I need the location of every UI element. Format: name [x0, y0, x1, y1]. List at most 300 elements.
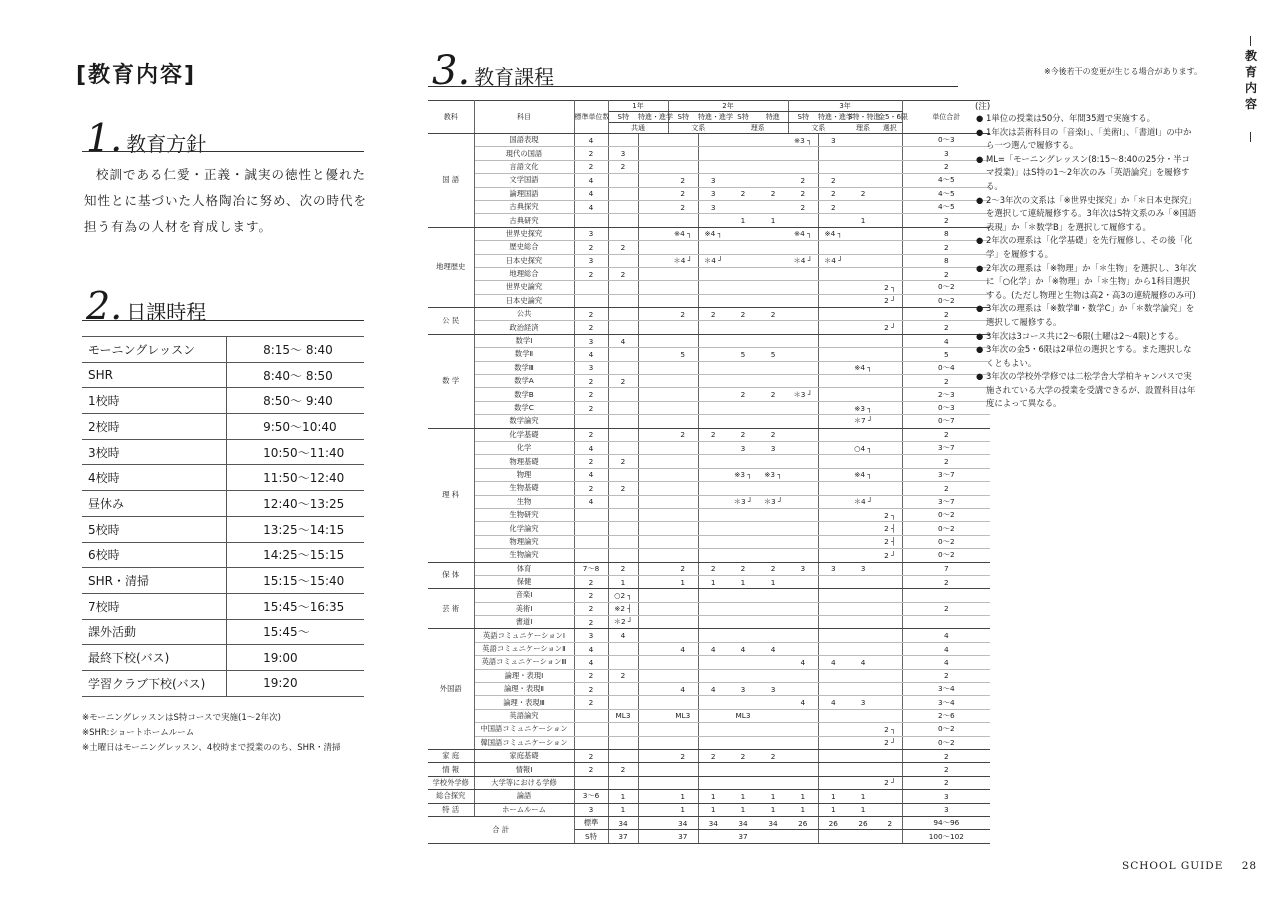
schedule-time: 19:20 — [227, 670, 364, 696]
units-cell — [848, 200, 878, 213]
standard-units-cell: 3 — [574, 334, 608, 347]
curriculum-note: ※今後若干の変更が生じる場合があります。 — [1043, 67, 1202, 76]
units-cell: 1 — [608, 575, 638, 588]
standard-units-cell: 2 — [574, 267, 608, 280]
total-cell: 2 — [902, 749, 990, 762]
schedule-note: ※モーニングレッスンはS特コースで実施(1～2年次) — [82, 713, 281, 723]
units-cell — [848, 508, 878, 521]
subject-cell: 生物基礎 — [474, 482, 574, 495]
units-cell: 3 — [608, 147, 638, 160]
units-cell: 2 — [668, 187, 698, 200]
units-cell — [818, 482, 848, 495]
standard-units-cell: 2 — [574, 160, 608, 173]
total-cell: 0～2 — [902, 723, 990, 736]
units-cell — [698, 401, 728, 414]
units-cell: ＊4 ┘ — [818, 254, 848, 267]
subject-cell: 物理論究 — [474, 535, 574, 548]
units-cell — [788, 683, 818, 696]
units-cell: 1 — [848, 214, 878, 227]
units-cell — [848, 830, 878, 843]
units-cell — [728, 401, 758, 414]
note-item: ● 3年次の学校外学修では二松学舎大学柏キャンパスで実施されている大学の授業を受講できるが、設置科目は年度によって異なる。 — [976, 370, 1198, 411]
units-cell — [878, 428, 902, 441]
units-cell — [608, 401, 638, 414]
units-cell — [608, 254, 638, 267]
units-cell: 1 — [728, 803, 758, 816]
units-cell — [818, 455, 848, 468]
units-cell — [758, 160, 788, 173]
units-cell — [818, 214, 848, 227]
total-cell: 2 — [902, 669, 990, 682]
schedule-heading — [86, 284, 206, 328]
units-cell — [728, 375, 758, 388]
units-cell: 2 ┘ — [878, 321, 902, 334]
units-cell — [638, 160, 668, 173]
units-cell: 1 — [758, 575, 788, 588]
units-cell: 1 — [818, 790, 848, 803]
units-cell — [698, 589, 728, 602]
header-sub: S特 — [788, 112, 818, 123]
standard-units-cell: 3 — [574, 254, 608, 267]
units-cell — [818, 428, 848, 441]
units-cell — [758, 174, 788, 187]
policy-title: 教育方針 — [126, 132, 207, 156]
units-cell — [788, 401, 818, 414]
units-cell: 1 — [728, 214, 758, 227]
units-cell: ＊3 ┘ — [728, 495, 758, 508]
units-cell: 1 — [848, 790, 878, 803]
units-cell: 3 — [728, 683, 758, 696]
subject-cell: 情報Ⅰ — [474, 763, 574, 776]
units-cell — [698, 616, 728, 629]
units-cell: 2 — [818, 187, 848, 200]
standard-units-cell: 2 — [574, 616, 608, 629]
units-cell — [698, 441, 728, 454]
header-track: 理系 — [728, 123, 788, 134]
category-cell: 理 科 — [428, 428, 474, 562]
units-cell — [878, 803, 902, 816]
units-cell — [878, 388, 902, 401]
units-cell — [608, 348, 638, 361]
units-cell — [758, 200, 788, 213]
units-cell — [878, 468, 902, 481]
units-cell — [878, 562, 902, 575]
units-cell — [878, 241, 902, 254]
units-cell — [668, 214, 698, 227]
category-cell: 学校外学修 — [428, 776, 474, 789]
units-cell — [638, 200, 668, 213]
header-sub: S特・特進 — [848, 113, 881, 121]
units-cell: 1 — [728, 575, 758, 588]
units-cell — [878, 375, 902, 388]
subject-cell: 現代の国語 — [474, 147, 574, 160]
standard-units-cell: 3 — [574, 227, 608, 240]
subject-cell: 化学論究 — [474, 522, 574, 535]
subject-cell: 家庭基礎 — [474, 749, 574, 762]
header-grade-1: 1年 — [608, 101, 668, 112]
units-cell — [878, 602, 902, 615]
units-cell: ※3 ┐ — [848, 401, 878, 414]
header-sub: S特 — [608, 112, 638, 123]
units-cell: 2 — [728, 428, 758, 441]
total-cell: 2～3 — [902, 388, 990, 401]
units-cell — [668, 267, 698, 280]
units-cell — [668, 602, 698, 615]
curriculum-row — [428, 174, 990, 187]
standard-units-cell — [574, 535, 608, 548]
standard-units-cell: 4 — [574, 187, 608, 200]
units-cell — [668, 134, 698, 147]
units-cell — [638, 482, 668, 495]
curriculum-row — [428, 361, 990, 374]
units-cell — [758, 589, 788, 602]
units-cell — [698, 522, 728, 535]
units-cell: 2 ┐ — [878, 281, 902, 294]
curriculum-row — [428, 415, 990, 428]
header-total: 単位合計 — [902, 101, 990, 134]
schedule-row — [82, 619, 364, 645]
header-sub: 金5・6限 — [878, 113, 908, 121]
schedule-row — [82, 542, 364, 568]
schedule-period: SHR・清掃 — [82, 568, 227, 594]
units-cell — [638, 508, 668, 521]
units-cell — [668, 549, 698, 562]
units-cell — [668, 160, 698, 173]
note-item: ● 2年次の理系は「※物理」か「＊生物」を選択し、3年次に「○化学」か「※物理」か「＊生物」から1科目選択する。(ただし物理と生物は高2・高3の連続履修のみ可) — [976, 262, 1198, 303]
units-cell — [848, 134, 878, 147]
units-cell — [878, 254, 902, 267]
units-cell — [788, 749, 818, 762]
total-cell: 0～2 — [902, 294, 990, 307]
units-cell: 34 — [758, 816, 788, 829]
subject-cell: 大学等における学修 — [474, 776, 574, 789]
curriculum-row — [428, 308, 990, 321]
units-cell: 37 — [728, 830, 758, 843]
units-cell — [608, 281, 638, 294]
units-cell — [698, 375, 728, 388]
units-cell: 34 — [698, 816, 728, 829]
units-cell — [638, 629, 668, 642]
units-cell — [668, 388, 698, 401]
units-cell — [758, 776, 788, 789]
units-cell — [698, 482, 728, 495]
units-cell — [638, 415, 668, 428]
units-cell: 3 — [698, 174, 728, 187]
units-cell — [758, 241, 788, 254]
units-cell — [788, 294, 818, 307]
total-cell: 2～6 — [902, 709, 990, 722]
units-cell — [698, 629, 728, 642]
units-cell — [608, 388, 638, 401]
units-cell — [728, 696, 758, 709]
units-cell — [788, 763, 818, 776]
schedule-time: 14:25～15:15 — [227, 542, 364, 568]
header-grade-2: 2年 — [668, 101, 788, 112]
side-label: 教育内容 — [1244, 49, 1257, 111]
subject-cell: 生物研究 — [474, 508, 574, 521]
curriculum-row — [428, 723, 990, 736]
schedule-period: 6校時 — [82, 542, 227, 568]
units-cell — [848, 281, 878, 294]
curriculum-row — [428, 455, 990, 468]
units-cell — [848, 642, 878, 655]
units-cell — [608, 441, 638, 454]
units-cell — [668, 763, 698, 776]
units-cell — [818, 629, 848, 642]
subject-cell: 数学B — [474, 388, 574, 401]
curriculum-row — [428, 669, 990, 682]
schedule-time: 8:15～ 8:40 — [227, 337, 364, 363]
standard-units-cell — [574, 723, 608, 736]
curriculum-row — [428, 495, 990, 508]
total-cell: 2 — [902, 321, 990, 334]
header-grade-3: 3年 — [788, 101, 902, 112]
units-cell — [638, 642, 668, 655]
units-cell — [608, 508, 638, 521]
total-cell: 3～4 — [902, 696, 990, 709]
units-cell — [638, 361, 668, 374]
units-cell — [878, 790, 902, 803]
header-sub: S特 — [728, 112, 758, 123]
note-item: ● 1単位の授業は50分、年間35週で実施する。 — [976, 112, 1198, 126]
header-sub: 特進・進学 — [698, 113, 733, 121]
units-cell — [878, 160, 902, 173]
note-item: ● 3年次の金5・6限は2単位の選択とする。また選択しなくともよい。 — [976, 343, 1198, 370]
standard-units-cell: 2 — [574, 321, 608, 334]
units-cell — [818, 375, 848, 388]
subject-cell: 歴史総合 — [474, 241, 574, 254]
units-cell — [788, 214, 818, 227]
total-cell: 2 — [902, 763, 990, 776]
units-cell — [698, 736, 728, 749]
total-cell: 94～96 — [902, 816, 990, 829]
units-cell — [758, 375, 788, 388]
curriculum-number: 3. — [432, 48, 471, 94]
units-cell — [818, 308, 848, 321]
units-cell — [788, 441, 818, 454]
units-cell — [848, 241, 878, 254]
units-cell — [848, 629, 878, 642]
units-cell — [758, 736, 788, 749]
curriculum-row — [428, 375, 990, 388]
units-cell — [638, 602, 668, 615]
units-cell — [818, 763, 848, 776]
standard-units-cell: 4 — [574, 441, 608, 454]
schedule-time: 8:40～ 8:50 — [227, 362, 364, 388]
schedule-period: 1校時 — [82, 388, 227, 414]
schedule-period: 2校時 — [82, 414, 227, 440]
total-cell: 3 — [902, 803, 990, 816]
units-cell — [758, 522, 788, 535]
footer — [1122, 860, 1257, 872]
units-cell: 2 — [728, 308, 758, 321]
units-cell — [638, 388, 668, 401]
schedule-row — [82, 362, 364, 388]
units-cell — [608, 468, 638, 481]
units-cell — [818, 361, 848, 374]
standard-units-cell: 2 — [574, 147, 608, 160]
units-cell — [608, 776, 638, 789]
units-cell — [878, 629, 902, 642]
units-cell — [668, 281, 698, 294]
units-cell — [848, 321, 878, 334]
schedule-note: ※土曜日はモーニングレッスン、4校時まで授業ののち、SHR・清掃 — [82, 743, 341, 753]
total-cell: 2 — [902, 776, 990, 789]
units-cell — [848, 602, 878, 615]
units-cell — [638, 468, 668, 481]
units-cell — [728, 415, 758, 428]
units-cell: ＊4 ┘ — [788, 254, 818, 267]
units-cell: 26 — [788, 816, 818, 829]
units-cell — [728, 267, 758, 280]
category-cell: 情 報 — [428, 763, 474, 776]
units-cell — [608, 656, 638, 669]
subject-cell: 物理基礎 — [474, 455, 574, 468]
units-cell: 37 — [668, 830, 698, 843]
units-cell — [728, 227, 758, 240]
standard-units-cell: 2 — [574, 602, 608, 615]
curriculum-row — [428, 147, 990, 160]
curriculum-row — [428, 642, 990, 655]
units-cell — [728, 174, 758, 187]
units-cell — [668, 401, 698, 414]
units-cell — [608, 683, 638, 696]
units-cell: ＊2 ┘ — [608, 616, 638, 629]
total-type-cell: 標準 — [574, 816, 608, 829]
standard-units-cell — [574, 549, 608, 562]
curriculum-row — [428, 508, 990, 521]
schedule-period: モーニングレッスン — [82, 337, 227, 363]
units-cell — [668, 321, 698, 334]
units-cell — [818, 348, 848, 361]
curriculum-row — [428, 187, 990, 200]
units-cell: 2 — [608, 455, 638, 468]
curriculum-row — [428, 575, 990, 588]
policy-rule — [82, 151, 364, 152]
units-cell: 2 ┘ — [878, 549, 902, 562]
note-item: ● 1年次は芸術科目の「音楽Ⅰ」、「美術Ⅰ」、「書道Ⅰ」の中から一つ選んで履修する。 — [976, 126, 1198, 153]
units-cell — [878, 308, 902, 321]
units-cell — [848, 776, 878, 789]
units-cell: ※3 ┐ — [788, 134, 818, 147]
units-cell — [758, 549, 788, 562]
category-cell: 地理歴史 — [428, 227, 474, 307]
units-cell — [848, 549, 878, 562]
units-cell — [878, 642, 902, 655]
units-cell — [638, 562, 668, 575]
curriculum-rule — [428, 86, 958, 87]
total-cell: 4 — [902, 629, 990, 642]
units-cell: ＊4 ┘ — [848, 495, 878, 508]
units-cell: 34 — [608, 816, 638, 829]
total-cell: 4～5 — [902, 174, 990, 187]
units-cell: ML3 — [668, 709, 698, 722]
curriculum-row — [428, 535, 990, 548]
total-cell: 4～5 — [902, 200, 990, 213]
units-cell: ※3 ┐ — [758, 468, 788, 481]
total-type-cell: S特 — [574, 830, 608, 843]
units-cell — [698, 830, 728, 843]
subject-cell: 公共 — [474, 308, 574, 321]
units-cell — [788, 535, 818, 548]
units-cell — [758, 535, 788, 548]
units-cell — [638, 522, 668, 535]
units-cell — [638, 334, 668, 347]
units-cell — [638, 749, 668, 762]
units-cell — [818, 415, 848, 428]
units-cell — [818, 388, 848, 401]
units-cell — [758, 415, 788, 428]
header-sub: 特進 — [758, 112, 788, 123]
policy-heading — [86, 116, 206, 160]
total-cell: 0～2 — [902, 281, 990, 294]
units-cell — [818, 281, 848, 294]
subject-cell: 美術Ⅰ — [474, 602, 574, 615]
note-item: ● 3年次は3コース共に2～6限(土曜は2～4限)とする。 — [976, 330, 1198, 344]
units-cell: 2 — [608, 160, 638, 173]
schedule-row — [82, 491, 364, 517]
units-cell: 2 — [818, 174, 848, 187]
units-cell: ＊4 ┘ — [668, 254, 698, 267]
units-cell — [878, 441, 902, 454]
units-cell: 2 — [878, 816, 902, 829]
total-cell — [902, 589, 990, 602]
curriculum-row — [428, 241, 990, 254]
total-cell: 5 — [902, 348, 990, 361]
total-cell: 2 — [902, 575, 990, 588]
category-cell: 総合探究 — [428, 790, 474, 803]
subject-cell: 論語 — [474, 790, 574, 803]
units-cell — [848, 683, 878, 696]
units-cell — [848, 535, 878, 548]
total-cell: 7 — [902, 562, 990, 575]
units-cell: 2 — [758, 308, 788, 321]
units-cell — [788, 709, 818, 722]
total-cell: 3～7 — [902, 495, 990, 508]
units-cell — [848, 522, 878, 535]
header-standard-units: 標準単位数 — [574, 101, 608, 134]
curriculum-row — [428, 321, 990, 334]
subject-cell: 論理・表現Ⅱ — [474, 683, 574, 696]
units-cell — [638, 174, 668, 187]
units-cell — [608, 749, 638, 762]
units-cell: 2 — [728, 749, 758, 762]
units-cell: 2 — [728, 187, 758, 200]
units-cell: 1 — [698, 790, 728, 803]
units-cell: 2 — [818, 200, 848, 213]
units-cell — [758, 147, 788, 160]
units-cell: 4 — [788, 656, 818, 669]
units-cell — [818, 321, 848, 334]
units-cell — [638, 281, 668, 294]
units-cell: 1 — [608, 790, 638, 803]
units-cell: ※4 ┐ — [788, 227, 818, 240]
units-cell — [848, 147, 878, 160]
units-cell — [698, 495, 728, 508]
total-cell: 2 — [902, 241, 990, 254]
units-cell: ML3 — [608, 709, 638, 722]
units-cell — [698, 602, 728, 615]
schedule-period: 5校時 — [82, 516, 227, 542]
units-cell — [758, 696, 788, 709]
units-cell: ＊7 ┘ — [848, 415, 878, 428]
header-sub: 特進・進学 — [818, 113, 854, 121]
header-sub: 特進・進学 — [638, 113, 673, 121]
units-cell: 3 — [848, 562, 878, 575]
units-cell — [698, 415, 728, 428]
units-cell: 5 — [728, 348, 758, 361]
total-cell: 3 — [902, 147, 990, 160]
